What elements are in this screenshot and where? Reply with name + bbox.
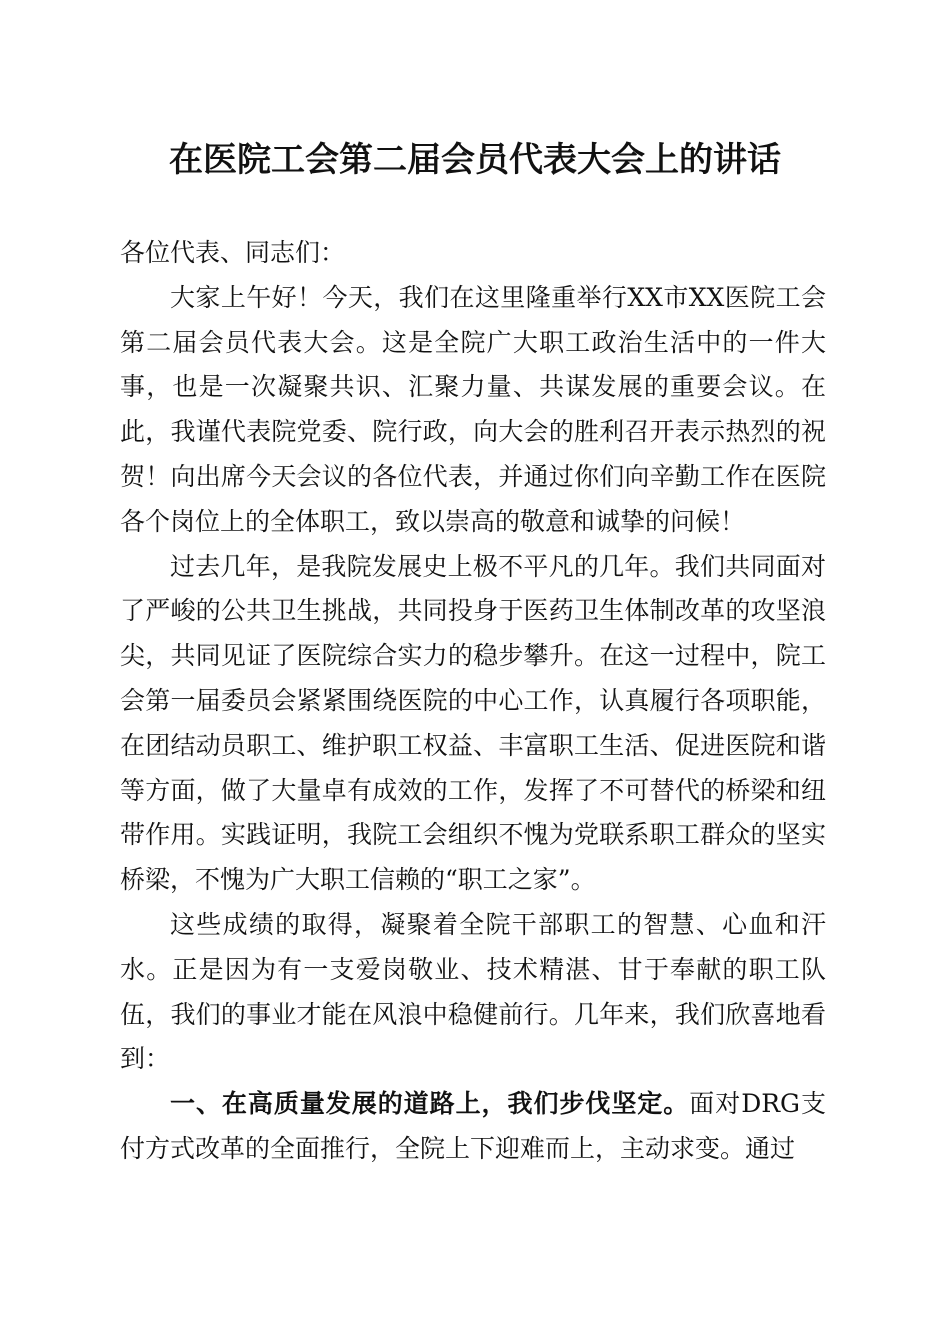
paragraph-opening (120, 276, 826, 545)
section-heading: 一、在高质量发展的道路上，我们步伐坚定。 (170, 1089, 690, 1119)
paragraph-text: 面对DRG支付方式改革的全面推行，全院上下迎难而上，主动求变。通过 (120, 1089, 826, 1163)
document-title: 在医院工会第二届会员代表大会上的讲话 (169, 140, 781, 180)
paragraph-text: 过去几年，是我院发展史上极不平凡的几年。我们共同面对了严峻的公共卫生挑战，共同投身于医药卫生体制改革的攻坚浪尖，共同见证了医院综合实力的稳步攀升。在这一过程中，院工会第一届委员会紧紧围绕医院的中心工作，认真履行各项职能，在团结动员职工、维护职工权益、丰富职工生活、促进医院和谐等方面，做了大量卓有成效的工作，发挥了不可替代的桥梁和纽带作用。实践证明，我院工会组织不愧为党联系职工群众的坚实桥梁，不愧为广大职工信赖的“职工之家”。 (120, 551, 826, 895)
salutation: 各位代表、同志们： (120, 238, 346, 267)
paragraph-review (120, 545, 826, 903)
document-body (120, 231, 826, 1172)
paragraph-section-one (120, 1082, 826, 1172)
paragraph-text: 大家上午好！今天，我们在这里隆重举行XX市XX医院工会第二届会员代表大会。这是全院广大职工政治生活中的一件大事，也是一次凝聚共识、汇聚力量、共谋发展的重要会议。在此，我谨代表院党委、院行政，向大会的胜利召开表示热烈的祝贺！向出席今天会议的各位代表，并通过你们向辛勤工作在医院各个岗位上的全体职工，致以崇高的敬意和诚挚的问候！ (120, 282, 826, 536)
paragraph-text: 这些成绩的取得，凝聚着全院干部职工的智慧、心血和汗水。正是因为有一支爱岗敬业、技术精湛、甘于奉献的职工队伍，我们的事业才能在风浪中稳健前行。几年来，我们欣喜地看到： (120, 909, 826, 1074)
paragraph-achievements (120, 903, 826, 1082)
